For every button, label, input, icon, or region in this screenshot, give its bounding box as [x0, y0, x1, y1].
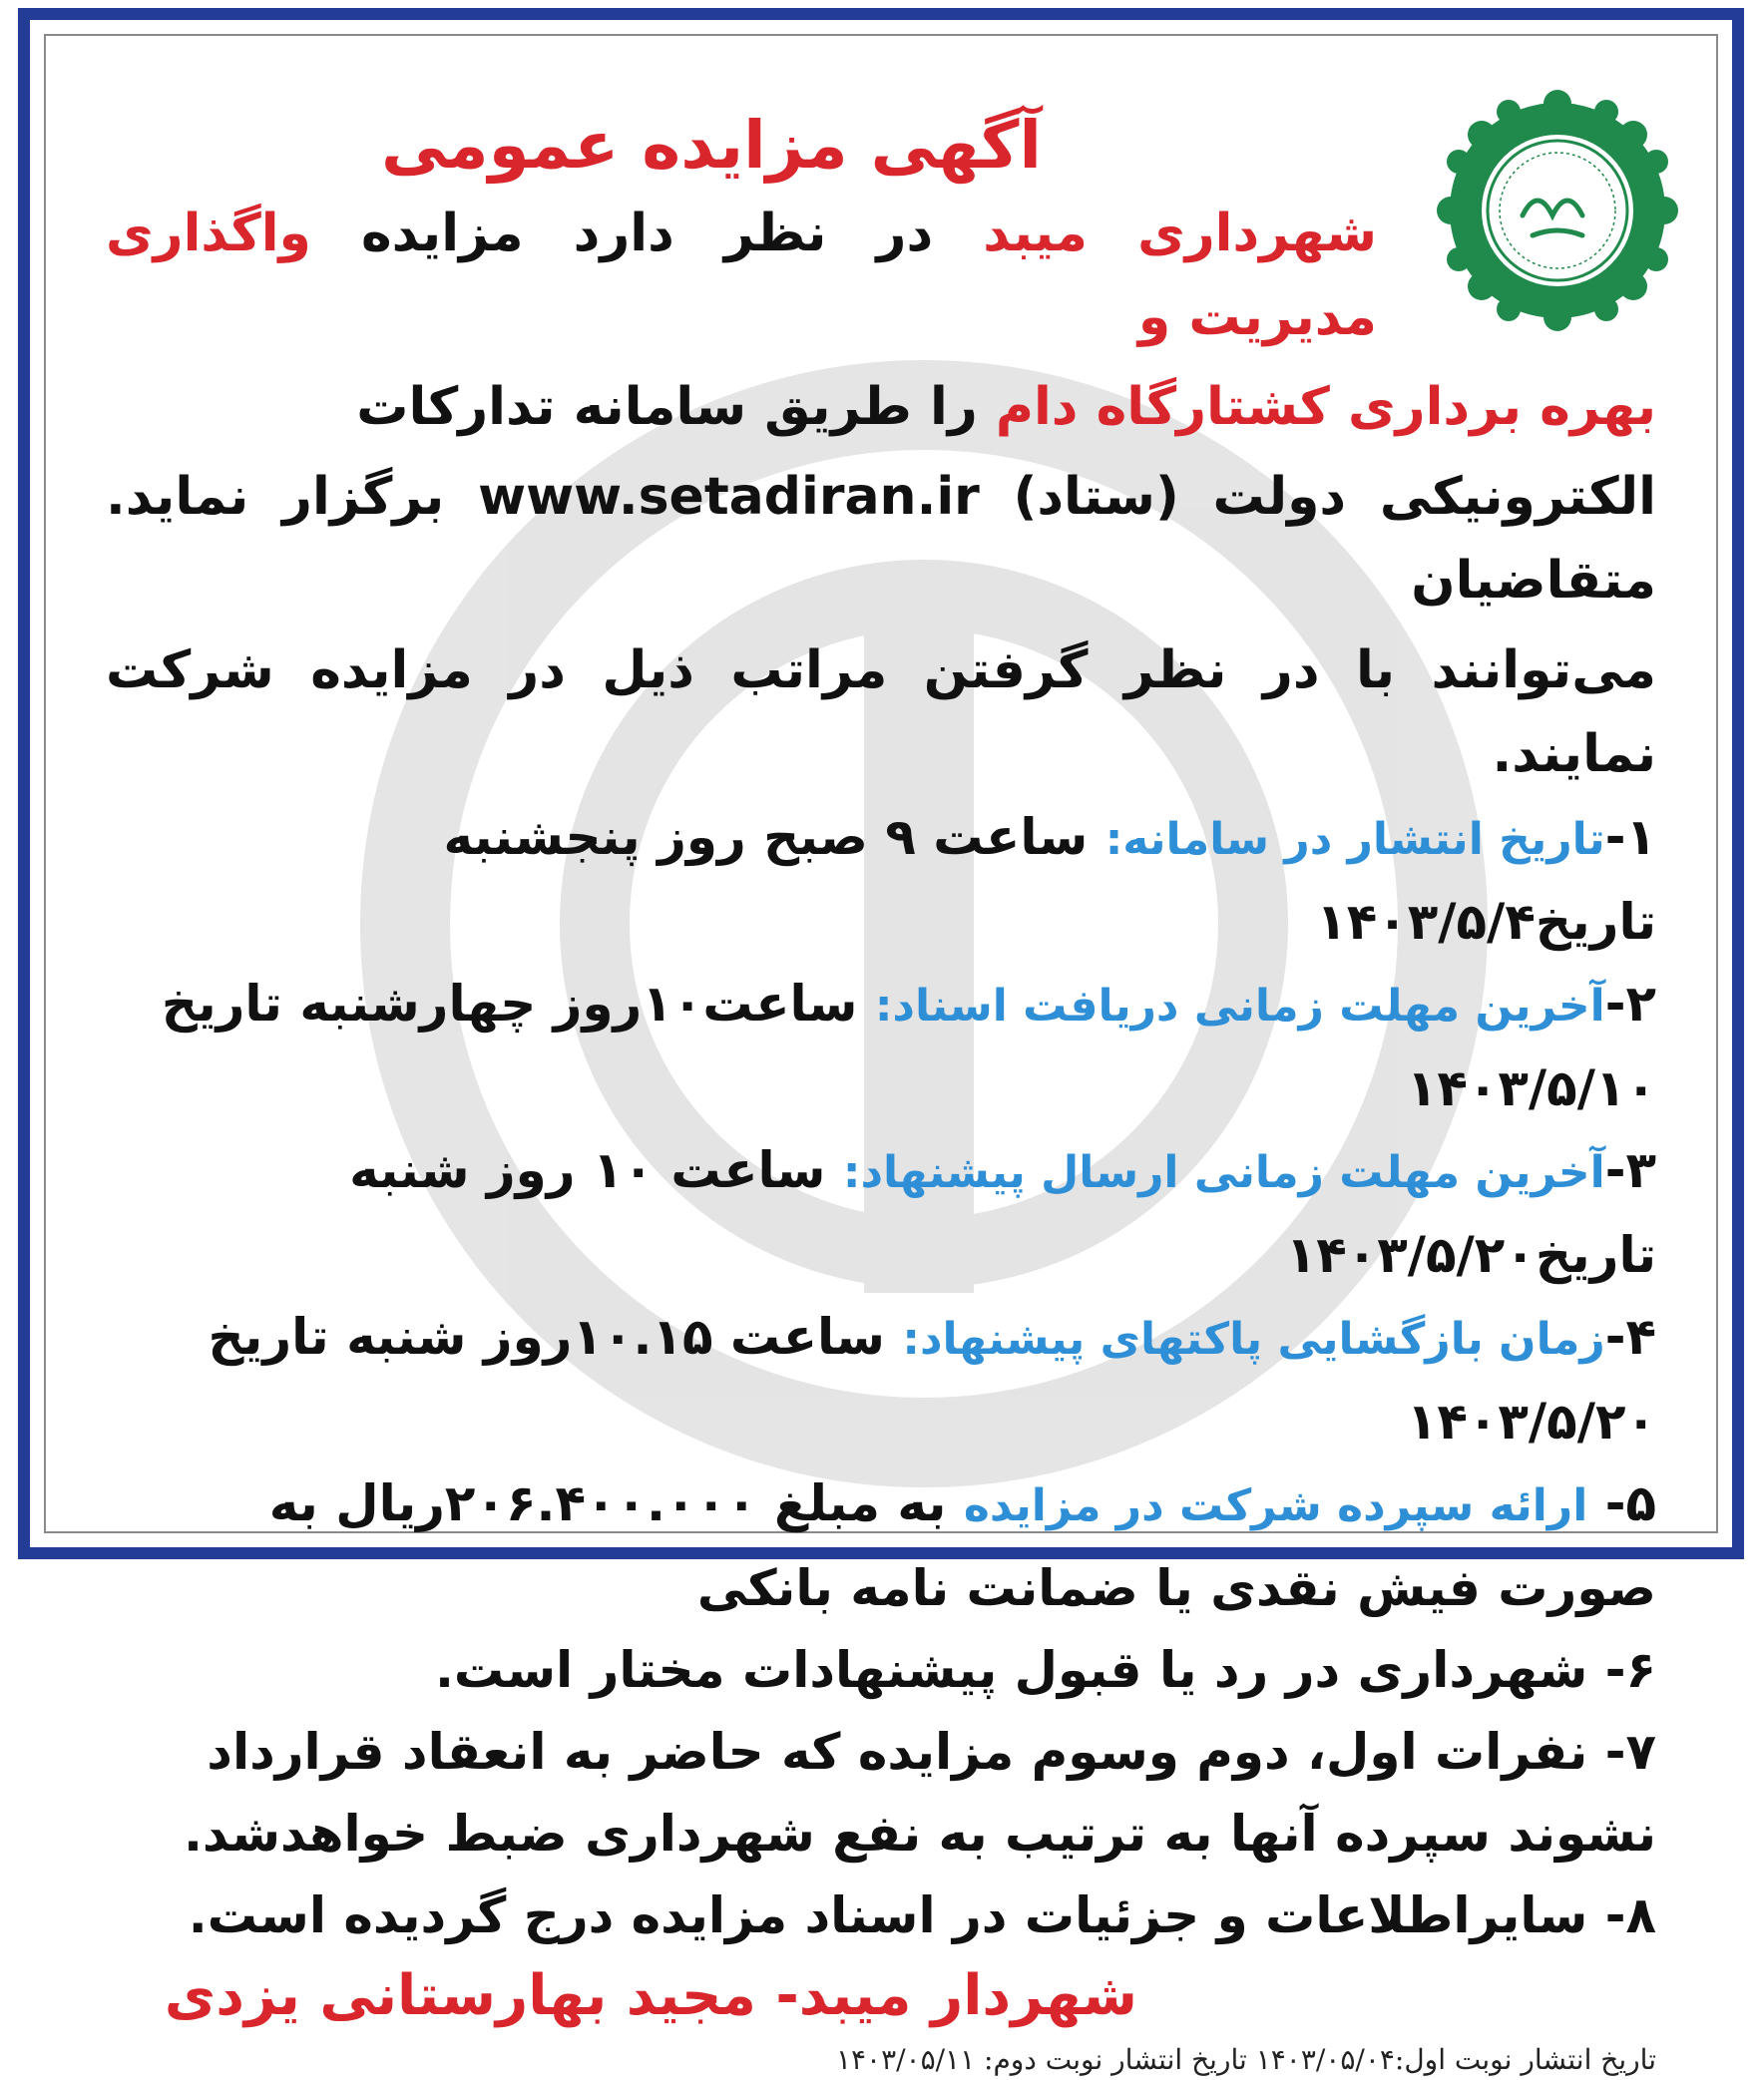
item-number: ۳-: [1604, 1141, 1656, 1199]
notice-item-2: [106, 963, 1656, 1129]
intro-text-2: را طریق سامانه تدارکات: [356, 377, 996, 437]
notice-item-6: [106, 1629, 1656, 1711]
publication-dates: تاریخ انتشار نوبت اول:۱۴۰۳/۰۵/۰۴ تاریخ انتشار نوبت دوم: ۱۴۰۳/۰۵/۱۱: [835, 2043, 1656, 2076]
municipality-name: شهرداری میبد: [983, 204, 1377, 263]
item-number: ۲-: [1604, 975, 1656, 1033]
notice-item-5: [106, 1462, 1656, 1629]
notice-frame: [18, 8, 1744, 2076]
item-text: ساعت۱۰روز چهارشنبه تاریخ ۱۴۰۳/۵/۱۰: [161, 975, 1656, 1117]
notice-intro-line-3: الکترونیکی دولت (ستاد) www.setadiran.ir برگزار نماید. متقاضیان: [106, 467, 1656, 611]
notice-inner-border: [44, 34, 1718, 2076]
item-number: ۸-: [1587, 1886, 1656, 1944]
item-text: ساعت ۱۰.۱۵روز شنبه تاریخ ۱۴۰۳/۵/۲۰: [208, 1308, 1656, 1451]
item-text: سایراطلاعات و جزئیات در اسناد مزایده درج گردیده است.: [188, 1886, 1588, 1944]
notice-intro-line-4: می‌توانند با در نظر گرفتن مراتب ذیل در مزایده شرکت نمایند.: [106, 640, 1656, 784]
notice-content: [106, 106, 1656, 2080]
item-number: ۱-: [1604, 808, 1656, 866]
item-number: ۵-: [1587, 1474, 1656, 1532]
item-label: آخرین مهلت زمانی ارسال پیشنهاد:: [842, 1147, 1605, 1198]
item-number: ۷-: [1587, 1723, 1656, 1781]
item-label: تاریخ انتشار در سامانه:: [1104, 814, 1605, 865]
notice-item-7: [106, 1711, 1656, 1874]
item-number: ۶-: [1587, 1641, 1656, 1699]
intro-text-1: در نظر دارد مزایده: [310, 204, 984, 263]
item-text: ساعت ۱۰ روز شنبه تاریخ۱۴۰۳/۵/۲۰: [349, 1141, 1656, 1284]
notice-item-3: [106, 1129, 1656, 1296]
item-text: به مبلغ ۲۰۶.۴۰۰.۰۰۰ریال به صورت فیش نقدی یا ضمانت نامه بانکی: [268, 1474, 1656, 1617]
item-text: نفرات اول، دوم وسوم مزایده که حاضر به انعقاد قرارداد نشوند سپرده آنها به ترتیب به نفع شهرداری ضبط خواهدشد.: [183, 1723, 1656, 1863]
mayor-signature: شهردار میبد- مجید بهارستانی یزدی: [164, 1963, 1137, 2028]
notice-item-8: [106, 1874, 1656, 1956]
item-label: ارائه سپرده شرکت در مزایده: [963, 1480, 1588, 1531]
auction-subject-2: بهره برداری کشتارگاه دام: [995, 377, 1656, 437]
notice-intro: [106, 192, 1656, 359]
notice-title: آگهی مزایده عمومی: [380, 107, 1043, 184]
notice-item-1: [106, 796, 1656, 963]
item-label: آخرین مهلت زمانی دریافت اسناد:: [874, 981, 1605, 1032]
item-text: ساعت ۹ صبح روز پنجشنبه تاریخ۱۴۰۳/۵/۴: [443, 808, 1656, 951]
item-number: ۴-: [1604, 1308, 1656, 1366]
notice-item-4: [106, 1296, 1656, 1462]
auction-subject-1: واگذاری مدیریت و: [106, 204, 1377, 347]
item-text: شهرداری در رد یا قبول پیشنهادات مختار است.: [434, 1641, 1588, 1699]
item-label: زمان بازگشایی پاکتهای پیشنهاد:: [902, 1314, 1605, 1365]
notice-intro-line-2: [106, 365, 1656, 449]
